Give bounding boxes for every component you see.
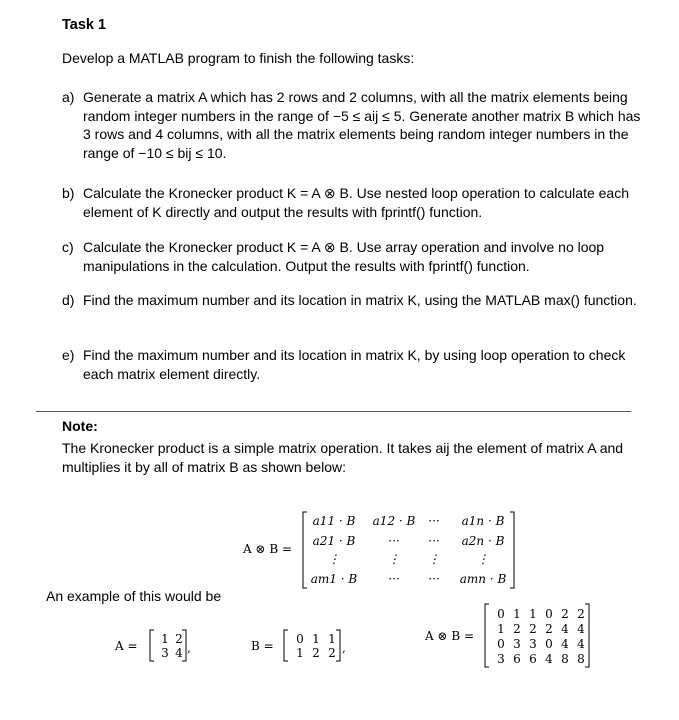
right-bracket [510,512,514,588]
matrix-cell: 0 [545,637,553,651]
matrix-cell: 3 [161,646,169,660]
general-cell: ⋮ [388,552,400,566]
task-label: e) [62,347,75,363]
matrix-cell: 2 [529,622,537,636]
general-cell: ··· [428,514,440,528]
example-matrix-a [114,630,191,661]
matrix-cell: 1 [296,646,304,660]
general-cell: a21 · B [312,534,356,548]
general-cell: ··· [388,534,400,548]
matrix-cell: 0 [497,637,505,651]
matrix-name: A = [115,639,138,653]
general-cell: a12 · B [372,514,416,528]
left-bracket [284,630,288,661]
general-cell: ⋮ [428,552,440,566]
matrix-cell: 2 [545,622,553,636]
matrix-cell: 1 [497,622,505,636]
matrix-cell: 1 [161,632,169,646]
task-label: d) [62,292,75,308]
matrix-cell: 4 [577,637,585,651]
task-label: a) [62,89,75,105]
matrix-name: B = [251,639,274,653]
right-bracket [585,604,589,667]
general-lhs: A ⊗ B = [243,542,293,556]
matrix-cell: 8 [577,652,585,666]
matrix-cell: 2 [577,607,585,621]
matrix-cell: 2 [312,646,320,660]
matrix-cell: 1 [328,632,336,646]
note-heading: Note: [62,418,98,434]
matrix-cell: 2 [513,622,521,636]
task-text: Calculate the Kronecker product K = A ⊗ B. Use nested loop operation to calculate each element of K directly and output the results with fprintf() function. [83,185,630,220]
matrix-cell: 0 [296,632,304,646]
matrix-cell: 4 [561,637,569,651]
task-text: Calculate the Kronecker product K = A ⊗ B. Use array operation and involve no loop manipulations in the calculation. Output the results with fprintf() function. [83,239,605,274]
general-cell: a2n · B [461,534,505,548]
example-kronecker-result [424,604,589,667]
general-cell: ··· [388,572,400,586]
general-cell: amn · B [459,572,507,586]
right-bracket [336,630,340,661]
matrix-cell: 8 [561,652,569,666]
matrix-cell: 2 [175,632,183,646]
matrix-cell: 2 [328,646,336,660]
general-cell: am1 · B [310,572,358,586]
matrix-cell: 1 [529,607,537,621]
comma: , [342,641,346,655]
matrix-cell: 0 [497,607,505,621]
matrix-cell: 3 [529,637,537,651]
matrix-cell: 4 [577,622,585,636]
task-text: Find the maximum number and its location in matrix K, using the MATLAB max() function. [83,292,637,308]
task-label: b) [62,185,75,201]
general-form-equation [242,512,514,588]
matrix-cell: 6 [529,652,537,666]
matrix-cell: 2 [561,607,569,621]
general-cell: a1n · B [461,514,505,528]
matrix-cell: 4 [545,652,553,666]
left-bracket [485,604,489,667]
task-title: Task 1 [62,17,107,33]
matrix-cell: 1 [312,632,320,646]
matrix-cell: 3 [497,652,505,666]
matrix-name: A ⊗ B = [425,629,475,643]
general-cell: a11 · B [312,514,356,528]
general-cell: ⋮ [477,552,489,566]
matrix-cell: 4 [175,646,183,660]
example-label: An example of this would be [46,588,222,604]
task-text: Generate a matrix A which has 2 rows and 2 columns, with all the matrix elements being random integer numbers in the range of −5 ≤ aij ≤ 5. Generate another matrix B which has 3 rows and 4 columns, with all the matrix elements being random integer numbers in the range of −10 ≤ bij ≤ 10. [83,89,641,161]
task-text: Find the maximum number and its location in matrix K, by using loop operation to check each matrix element directly. [83,347,626,382]
general-cell: ⋮ [328,552,340,566]
matrix-cell: 1 [513,607,521,621]
left-bracket [150,630,154,661]
matrix-cell: 3 [513,637,521,651]
task-intro: Develop a MATLAB program to finish the following tasks: [62,50,415,66]
general-cell: ··· [428,572,440,586]
example-matrix-b [251,630,346,661]
matrix-cell: 4 [561,622,569,636]
left-bracket [303,512,307,588]
comma: , [187,641,191,655]
matrix-cell: 0 [545,607,553,621]
matrix-cell: 6 [513,652,521,666]
task-label: c) [62,239,74,255]
general-cell: ··· [428,534,440,548]
note-text: The Kronecker product is a simple matrix operation. It takes aij the element of matrix A and multiplies it by all of matrix B as shown below: [62,440,624,475]
